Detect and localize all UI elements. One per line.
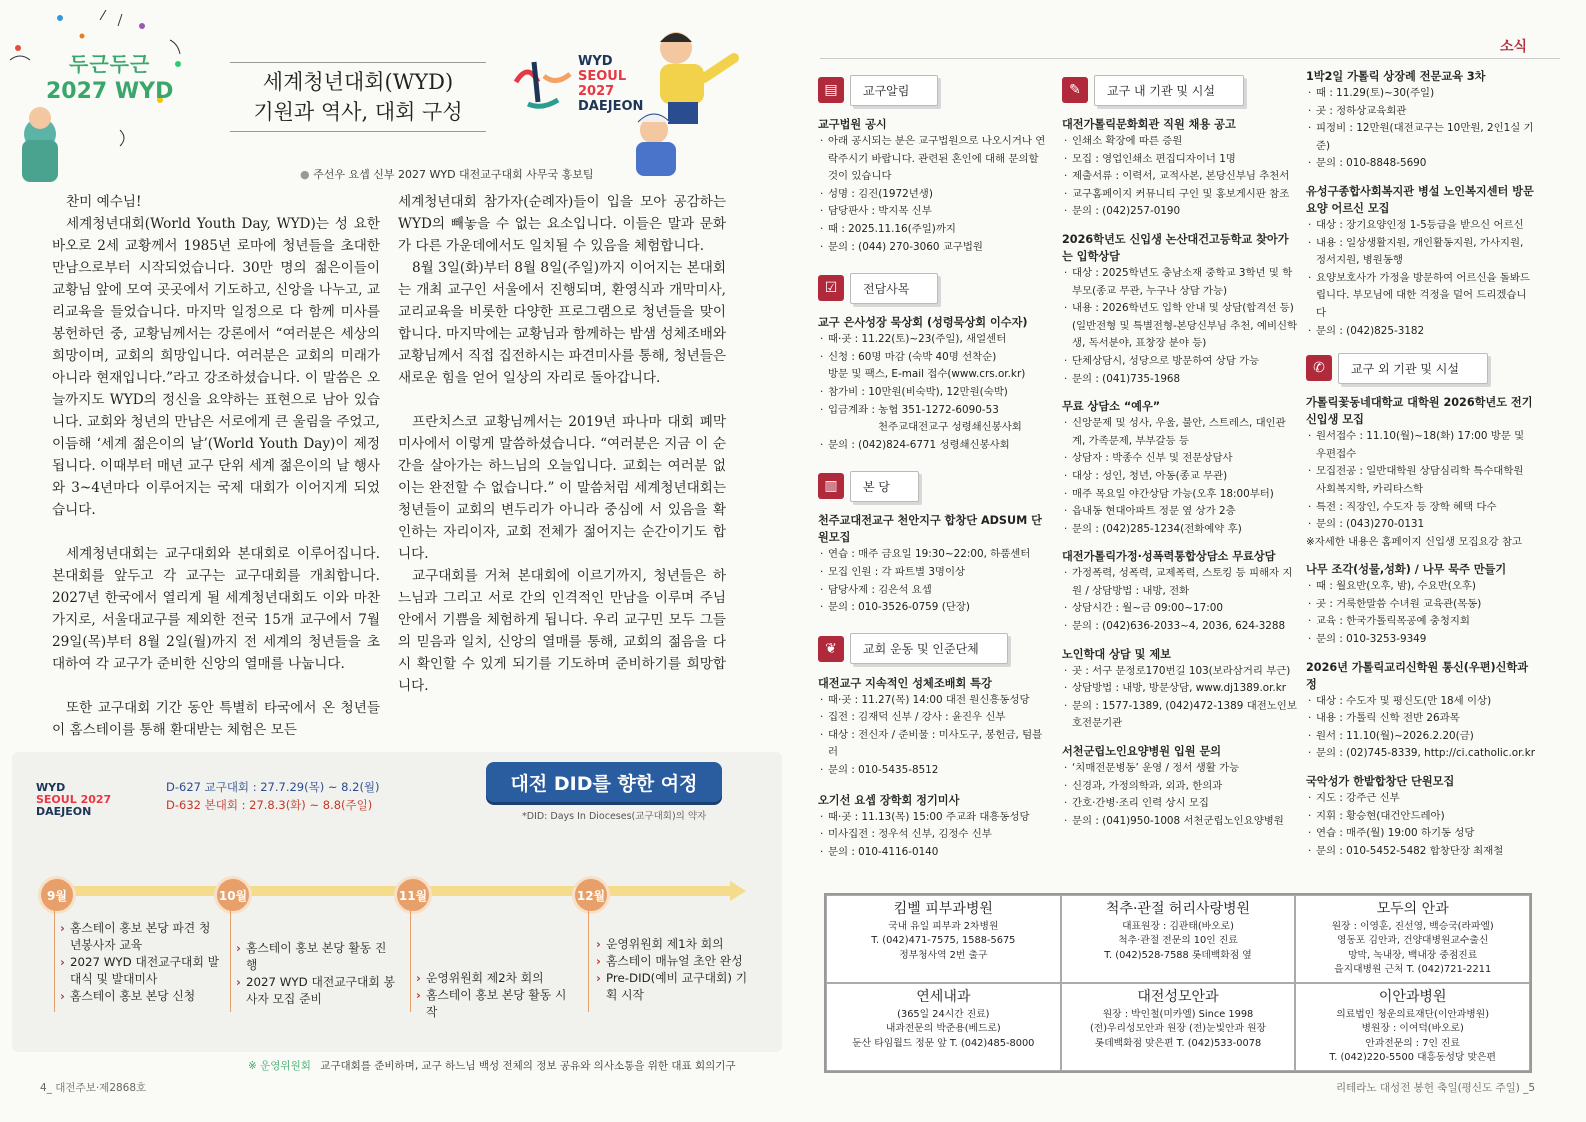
book-icon: ▥ bbox=[818, 473, 844, 499]
notice-item: · 문의 : 010-8848-5690 bbox=[1306, 155, 1536, 173]
notice-item: · 문의 : (042)285-1234(전화예약 후) bbox=[1062, 521, 1298, 539]
notice-title: 1박2일 가톨릭 상장례 전문교육 3차 bbox=[1306, 70, 1486, 83]
notice-item: 천주교대전교구 성령쇄신봉사회 bbox=[878, 421, 1022, 434]
news-column-2 bbox=[1062, 66, 1298, 830]
wyd-badge bbox=[46, 48, 173, 104]
notice-title: 유성구종합사회복지관 병설 노인복지센터 방문요양 어르신 모집 bbox=[1306, 184, 1534, 215]
notice-item: · 피정비 : 12만원(대전교구는 10만원, 2인1실 기준) bbox=[1306, 120, 1536, 155]
notice-item: · 원서 : 11.10(월)~2026.2.20(금) bbox=[1306, 728, 1536, 746]
ad-line: T. (042)220-5500 대흥동성당 맞은편 bbox=[1329, 1052, 1496, 1063]
notice-item: · 모집 인원 : 각 파트별 3명이상 bbox=[818, 564, 1048, 582]
notice-item: · 곳 : 정하상교육회관 bbox=[1306, 103, 1536, 121]
notice-title: 대전가톨릭가정·성폭력통합상담소 무료상담 bbox=[1062, 550, 1276, 564]
notice-item: · 문의 : (041)735-1968 bbox=[1062, 371, 1298, 389]
notice-item: · 문의 : 010-4116-0140 bbox=[818, 844, 1048, 862]
section-tab bbox=[818, 631, 1048, 667]
ad-line: T. (042)528-7588 롯데백화점 옆 bbox=[1104, 949, 1252, 961]
notice-item: · 문의 : 010-3253-9349 bbox=[1306, 631, 1536, 649]
timeline-bar bbox=[40, 886, 740, 896]
notice-item: · 모집 : 영업인쇄소 편집디자이너 1명 bbox=[1062, 151, 1298, 169]
notice-item: · 신경과, 가정의학과, 외과, 한의과 bbox=[1062, 778, 1298, 796]
ad-line: 둔산 타임월드 정문 앞 T. (042)485-8000 bbox=[852, 1037, 1035, 1049]
notice-list bbox=[1306, 693, 1536, 763]
notice-item: · 내용 : 2026학년도 입학 안내 및 상담(합격선 등) (일반전형 및 특별전형-본당신부님 추천, 예비신학생, 독서분야, 표창장 분야 등) bbox=[1062, 300, 1298, 353]
notice-item: · 매주 목요일 야간상담 가능(오후 18:00부터) bbox=[1062, 486, 1298, 504]
tab-label: 교구 내 기관 및 시설 bbox=[1094, 75, 1244, 106]
timeline-connector bbox=[54, 908, 55, 1012]
timeline-item: › Pre-DID(예비 교구대회) 기획 시작 bbox=[596, 970, 756, 1004]
paragraph: 세계청년대회 참가자(순례자)들이 입을 모아 공감하는 WYD의 빼놓을 수 없는 요소입니다. 이들은 말과 문화가 다른 가운데에서도 일치될 수 있음을 체험합니다. bbox=[398, 194, 726, 254]
timeline-nov-items bbox=[416, 970, 576, 1021]
ad-name: 킴벨 피부과병원 bbox=[893, 901, 993, 917]
notice-item: · 때·곳 : 11.22(토)~23(주일), 새얼센터 bbox=[818, 331, 1048, 349]
notice-item: · 때 : 월요반(오후, 밤), 수요반(오후) bbox=[1306, 578, 1536, 596]
notice-list bbox=[818, 809, 1048, 862]
ad-name: 척추·관절 허리사랑병원 bbox=[1105, 901, 1251, 917]
section-tab bbox=[818, 72, 1048, 108]
paragraph: 세계청년대회(World Youth Day, WYD)는 성 요한 바오로 2세 교황께서 1985년 로마에 청년들을 초대한 만남으로부터 시작되었습니다. 30만 명의 젊은이들이 교황님 앞에 모여 곳곳에서 기도하고, 신앙을 나누고, 교리교육을 들었습니다. 마지막 일정으로 다 함께 미사를 봉헌하던 중, 교황님께서는 강론에서 “여러분은 세상의 희망이며, 교회의 희망입니다. 여러분은 교회의 미래가 아니라 현재입니다.”라고 강조하셨습니다. 이 말씀은 오늘까지도 WYD의 정신을 요약하는 표현으로 남아 있습니다. 교회와 청년의 만남은 서로에게 큰 울림을 주었고, 이듬해 ‘세계 젊은이의 날’(World Youth Day)이 제정됩니다. 이때부터 매년 교구 단위 세계 젊은이의 날 행사와 3~4년마다 이루어지는 국제 대회가 이어지게 되었습니다. bbox=[52, 216, 380, 518]
notice-list bbox=[1306, 217, 1536, 340]
notice-item: · 문의 : 1577-1389, (042)472-1389 대전노인보호전문기관 bbox=[1062, 698, 1298, 733]
page-footer-left: 4_ 대전주보·제2868호 bbox=[40, 1082, 147, 1094]
notice-item: · 지휘 : 황승현(대건안드레아) bbox=[1306, 808, 1536, 826]
notice-item: · 문의 : (02)745-8339, http://ci.catholic.or.kr bbox=[1306, 745, 1536, 763]
timeline-item: › 운영위원회 제1차 회의 bbox=[596, 936, 756, 953]
timeline-item: › 홈스테이 홍보 본당 활동 시작 bbox=[416, 987, 576, 1021]
notice-title: 교구 은사성장 묵상회 (성령묵상회 이수자) bbox=[818, 316, 1028, 330]
tab-label: 교구 외 기관 및 시설 bbox=[1338, 353, 1488, 384]
notice-item: · 성명 : 김진(1972년생) bbox=[818, 186, 1048, 204]
ad-line: (365일 24시간 진료) bbox=[897, 1008, 990, 1020]
article-title-line1: 세계청년대회(WYD) bbox=[262, 70, 454, 94]
timeline-oct-items bbox=[236, 940, 396, 1008]
notice-item: · 연습 : 매주 금요일 19:30~22:00, 하품센터 bbox=[818, 546, 1048, 564]
notice-list bbox=[1062, 760, 1298, 830]
timeline-connector bbox=[230, 908, 231, 1012]
ad-line: 대표원장 : 김관태(바오로) bbox=[1122, 920, 1234, 932]
timeline-dec-items bbox=[596, 936, 756, 1004]
notice-item: · 입금계좌 : 농협 351-1272-6090-53 bbox=[818, 402, 1048, 420]
page-footer-right: 리테라노 대성전 봉헌 축일(평신도 주일) _5 bbox=[1336, 1082, 1536, 1094]
article-title-line2: 기원과 역사, 대회 구성 bbox=[253, 100, 463, 124]
notice-item: · 때 : 11.29(토)~30(주일) bbox=[1306, 85, 1536, 103]
ad-eye-clinic bbox=[1295, 895, 1530, 983]
notice-item: · 집전 : 김재덕 신부 / 강사 : 윤진우 신부 bbox=[818, 709, 1048, 727]
notice-item: · 내용 : 가톨릭 신학 전반 26과목 bbox=[1306, 710, 1536, 728]
ad-line: 망막, 녹내장, 백내장 중점진료 bbox=[1348, 949, 1478, 961]
notice-item: · 제출서류 : 이력서, 교적사본, 본당신부님 추천서 bbox=[1062, 168, 1298, 186]
header-divider bbox=[820, 58, 1560, 59]
journey-banner: 대전 DID를 향한 여정 bbox=[486, 762, 722, 802]
notice-item: · 연습 : 매주(월) 19:00 하기동 성당 bbox=[1306, 825, 1536, 843]
timeline-sept-items bbox=[60, 920, 220, 1005]
ad-line: 영동포 김안과, 건양대병원교수출신 bbox=[1337, 935, 1489, 946]
paragraph: 세계청년대회는 교구대회와 본대회로 이루어집니다. 본대회를 앞두고 각 교구는 교구대회를 개최합니다. 2027년 한국에서 열리게 될 세계청년대회도 이와 마찬가지로, 서울대교구를 제외한 전국 15개 교구에서 7월 29일(목)부터 8월 2일(월)까지 전 세계의 청년들을 초대하여 각 교구가 준비한 신앙의 열매를 나눕니다. bbox=[52, 546, 380, 672]
notice-note: ※자세한 내용은 홈페이지 신입생 모집요강 참고 bbox=[1306, 535, 1522, 548]
ad-line: 안과전문의 : 7인 진료 bbox=[1365, 1037, 1460, 1049]
tab-label: 전담사목 bbox=[850, 273, 938, 304]
notice-title: 오기선 요셉 장학회 정기미사 bbox=[818, 793, 960, 807]
ad-lee-eye-hospital bbox=[1295, 983, 1530, 1071]
youth-illustration bbox=[616, 18, 756, 178]
notice-list bbox=[1306, 85, 1536, 173]
timeline-connector bbox=[410, 908, 411, 1012]
ad-line: 국내 유일 피부과 2차병원 bbox=[888, 920, 999, 932]
notice-item: · 읍내동 현대아파트 정문 옆 상가 2층 bbox=[1062, 503, 1298, 521]
byline-text: 주선우 요셉 신부 2027 WYD 대전교구대회 사무국 홍보팀 bbox=[313, 168, 594, 181]
notice-item: · 문의 : 010-5452-5482 합창단장 최재철 bbox=[1306, 843, 1536, 861]
notice-item: · 문의 : (042)257-0190 bbox=[1062, 203, 1298, 221]
timeline-item: › 홈스테이 매뉴얼 초안 완성 bbox=[596, 953, 756, 970]
notice-item: · 교구홈페이지 커뮤니티 구인 및 홍보게시판 참조 bbox=[1062, 186, 1298, 204]
notice-title: 가톨릭꽃동네대학교 대학원 2026학년도 전기 신입생 모집 bbox=[1306, 396, 1533, 427]
footnote-label: ※ 운영위원회 bbox=[248, 1060, 311, 1072]
ad-line: 롯데백화점 맞은편 T. (042)533-0078 bbox=[1094, 1037, 1262, 1049]
leaf-icon: ❦ bbox=[818, 636, 844, 662]
news-column-1 bbox=[818, 66, 1048, 861]
logo-city: DAEJEON bbox=[578, 99, 644, 114]
month-marker: 12월 bbox=[572, 876, 610, 914]
notice-list bbox=[1062, 133, 1298, 221]
notice-item: · 때·곳 : 11.13(목) 15:00 주교좌 대흥동성당 bbox=[818, 809, 1048, 827]
ad-line: 척추·관절 전문의 10인 진료 bbox=[1118, 935, 1238, 946]
right-page bbox=[800, 0, 1586, 1122]
timeline-footnote bbox=[248, 1058, 736, 1073]
news-column-3 bbox=[1306, 66, 1536, 860]
advertisement-grid bbox=[824, 893, 1532, 1073]
timeline-connector bbox=[588, 908, 589, 1012]
notice-item: · 모집전공 : 일반대학원 상담심리학 특수대학원 사회복지학, 카리타스학 bbox=[1306, 463, 1536, 498]
checklist-icon: ☑ bbox=[818, 275, 844, 301]
notice-list bbox=[1062, 265, 1298, 388]
paragraph: 찬미 예수님! bbox=[66, 194, 142, 210]
logo-year: 2027 bbox=[578, 84, 615, 99]
notice-item: · 대상 : 수도자 및 평신도(만 18세 이상) bbox=[1306, 693, 1536, 711]
megaphone-icon: ✆ bbox=[1306, 355, 1332, 381]
month-marker: 9월 bbox=[38, 876, 76, 914]
logo-seoul: SEOUL bbox=[36, 793, 77, 806]
notice-list bbox=[1306, 790, 1536, 860]
section-tab bbox=[1306, 350, 1536, 386]
notice-title: 국악성가 한밭합창단 단원모집 bbox=[1306, 775, 1455, 789]
notice-item: · 대상 : 성인, 청년, 아동(종교 무관) bbox=[1062, 468, 1298, 486]
notice-item: · 곳 : 거룩한말씀 수녀원 교육관(목동) bbox=[1306, 596, 1536, 614]
notice-item: · 참가비 : 10만원(비숙박), 12만원(숙박) bbox=[818, 384, 1048, 402]
notice-item: · 때·곳 : 11.27(목) 14:00 대전 원신흥동성당 bbox=[818, 692, 1048, 710]
ad-name: 연세내과 bbox=[916, 989, 971, 1005]
notice-item: · 상담시간 : 월~금 09:00~17:00 bbox=[1062, 600, 1298, 618]
notice-icon: ▤ bbox=[818, 77, 844, 103]
byline: ● 주선우 요셉 신부 2027 WYD 대전교구대회 사무국 홍보팀 bbox=[300, 168, 594, 181]
ad-kimbell bbox=[826, 895, 1061, 983]
logo-seoul: SEOUL bbox=[578, 69, 627, 84]
timeline-item: › 홈스테이 홍보 본당 활동 진행 bbox=[236, 940, 396, 974]
timeline-logo bbox=[36, 782, 111, 818]
notice-item: · 문의 : 010-3526-0759 (단장) bbox=[818, 599, 1048, 617]
notice-item: · 문의 : (044) 270-3060 교구법원 bbox=[818, 239, 1048, 257]
notice-title: 2026년 가톨릭교리신학원 통신(우편)신학과정 bbox=[1306, 660, 1529, 691]
logo-wyd: WYD bbox=[36, 781, 66, 794]
notice-item: · 인쇄소 확장에 따른 증원 bbox=[1062, 133, 1298, 151]
logo-city: DAEJEON bbox=[36, 805, 92, 818]
left-page bbox=[0, 0, 790, 1122]
notice-item: · ‘치매전문병동’ 운영 / 정서 생활 가능 bbox=[1062, 760, 1298, 778]
ad-line: 정부청사역 2번 출구 bbox=[899, 949, 988, 961]
badge-line2: 2027 WYD bbox=[46, 79, 174, 104]
notice-list bbox=[1306, 578, 1536, 648]
notice-item: · 신앙문제 및 성사, 우울, 불안, 스트레스, 대인관계, 가족문제, 부부갈등 등 bbox=[1062, 415, 1298, 450]
tab-label: 교구알림 bbox=[850, 75, 938, 106]
ad-spine-hospital bbox=[1061, 895, 1296, 983]
news-header: 소식 bbox=[1500, 39, 1528, 55]
notice-item: · 상담자 : 박종수 신부 및 전문상담사 bbox=[1062, 450, 1298, 468]
notice-item: · 단체상담시, 성당으로 방문하여 상담 가능 bbox=[1062, 353, 1298, 371]
article-title bbox=[230, 62, 486, 132]
notice-item: · 담당판사 : 박지목 신부 bbox=[818, 203, 1048, 221]
notice-title: 나무 조각(성물,성화) / 나무 묵주 만들기 bbox=[1306, 563, 1507, 577]
paragraph: 프란치스코 교황님께서는 2019년 파나마 대회 폐막미사에서 이렇게 말씀하셨습니다. “여러분은 지금 이 순간을 살아가는 하느님의 오늘입니다. 교회는 여러분 없이는 완전할 수 없습니다.” 이 말씀처럼 세계청년대회는 청년들이 교회의 변두리가 아니라 중심에 서 있음을 확인하는 자리이자, 교회 전체가 젊어지는 순간이기도 합니다. bbox=[398, 414, 726, 562]
notice-item: · 곳 : 서구 문정로170번길 103(보라삼거리 부근) bbox=[1062, 663, 1298, 681]
notice-list bbox=[818, 331, 1048, 454]
ad-seongmo-eye bbox=[1061, 983, 1296, 1071]
dday-diocese: D-627 교구대회 : 27.7.29(목) ~ 8.2(월) bbox=[166, 780, 380, 794]
notice-title: 2026학년도 신입생 논산대건고등학교 찾아가는 입학상담 bbox=[1062, 232, 1289, 263]
notice-list bbox=[818, 133, 1048, 256]
notice-title: 교구법원 공시 bbox=[818, 118, 887, 131]
arrow-right-icon bbox=[730, 881, 748, 901]
notice-item: · 상담방법 : 내방, 방문상담, www.dj1389.or.kr bbox=[1062, 680, 1298, 698]
ad-line: 의료법인 청운의료재단(이안과병원) bbox=[1336, 1008, 1490, 1020]
paragraph: 또한 교구대회 기간 동안 특별히 타국에서 온 청년들이 홈스테이를 통해 환대받는 체험은 모든 bbox=[52, 700, 380, 738]
notice-item: · 신청 : 60명 마감 (숙박 40명 선착순) bbox=[818, 349, 1048, 367]
pen-icon: ✎ bbox=[1062, 77, 1088, 103]
notice-item: · 교육 : 한국가톨릭목공예 충청지회 bbox=[1306, 613, 1536, 631]
ad-line: 병원장 : 이여덕(바오로) bbox=[1361, 1023, 1464, 1034]
wyd-cross-icon bbox=[508, 52, 576, 116]
notice-list bbox=[818, 692, 1048, 780]
notice-title: 대전가톨릭문화회관 직원 채용 공고 bbox=[1062, 118, 1236, 131]
notice-item: · 대상 : 장기요양인정 1-5등급을 받으신 어르신 bbox=[1306, 217, 1536, 235]
section-tab bbox=[1062, 72, 1298, 108]
dday-main: D-632 본대회 : 27.8.3(화) ~ 8.8(주일) bbox=[166, 798, 373, 812]
ad-line: 원장 : 이영훈, 진선영, 백승국(라파엘) bbox=[1331, 920, 1494, 932]
timeline-item: › 2027 WYD 대전교구대회 봉사자 모집 준비 bbox=[236, 974, 396, 1008]
notice-item: · 지도 : 강주근 신부 bbox=[1306, 790, 1536, 808]
timeline-item: › 홈스테이 홍보 본당 신청 bbox=[60, 988, 220, 1005]
ad-line: 내과전문의 박준용(베드로) bbox=[885, 1023, 1001, 1034]
notice-item: · 내용 : 일상생활지원, 개인활동지원, 가사지원, 정서지원, 병원동행 bbox=[1306, 235, 1536, 270]
article-column-2 bbox=[398, 191, 726, 697]
tab-label: 본 당 bbox=[850, 471, 919, 502]
paragraph: 8월 3일(화)부터 8월 8일(주일)까지 이어지는 본대회는 개최 교구인 서울에서 진행되며, 환영식과 개막미사, 교리교육을 비롯한 다양한 프로그램으로 청년들을 맞이합니다. 마지막에는 교황님과 함께하는 밤샘 성체조배와 교황님께서 직접 집전하시는 파견미사를 통해, 청년들은 새로운 힘을 얻어 일상의 자리로 돌아갑니다. bbox=[398, 260, 726, 386]
ad-line: (전)우리성모안과 원장 (전)눈빛안과 원장 bbox=[1089, 1023, 1267, 1034]
section-tab bbox=[818, 270, 1048, 306]
notice-item: · 대상 : 2025학년도 충남소재 중학교 3학년 및 학부모(종교 무관, 누구나 상담 가능) bbox=[1062, 265, 1298, 300]
footnote-text: 교구대회를 준비하며, 교구 하느님 백성 전체의 정보 공유와 의사소통을 위한 대표 회의기구 bbox=[320, 1060, 736, 1072]
notice-list bbox=[1306, 428, 1536, 551]
ad-name: 이안과병원 bbox=[1378, 989, 1447, 1005]
notice-item: · 요양보호사가 가정을 방문하여 어르신을 돌봐드립니다. 부모님에 대한 걱정을 덜어 드리겠습니다 bbox=[1306, 270, 1536, 323]
notice-item: · 원서접수 : 11.10(월)~18(화) 17:00 방문 및 우편접수 bbox=[1306, 428, 1536, 463]
notice-item: · 대상 : 전신자 / 준비물 : 미사도구, 봉헌금, 텀블러 bbox=[818, 727, 1048, 762]
banner-note: *DID: Days In Dioceses(교구대회)의 약자 bbox=[522, 811, 707, 822]
notice-item: · 아래 공시되는 분은 교구법원으로 나오시거나 연락주시기 바랍니다. 관련된 혼인에 대해 문의할 것이 있습니다 bbox=[818, 133, 1048, 186]
notice-item: · 간호·간병·조리 인력 상시 모집 bbox=[1062, 795, 1298, 813]
ad-name: 모두의 안과 bbox=[1376, 901, 1449, 917]
notice-item: 방문 및 팩스, E-mail 접수(www.crs.or.kr) bbox=[828, 368, 1026, 381]
notice-title: 무료 상담소 “예우” bbox=[1062, 400, 1161, 414]
notice-item: · 미사집전 : 정우석 신부, 김정수 신부 bbox=[818, 826, 1048, 844]
notice-item: · 가정폭력, 성폭력, 교제폭력, 스토킹 등 피해자 지원 / 상담방법 : 내방, 전화 bbox=[1062, 565, 1298, 600]
notice-list bbox=[1062, 565, 1298, 635]
ad-line: 을지대병원 근처 T. (042)721-2211 bbox=[1334, 964, 1492, 975]
notice-item: · 담당사제 : 김은석 요셉 bbox=[818, 582, 1048, 600]
notice-item: · 때 : 2025.11.16(주일)까지 bbox=[818, 221, 1048, 239]
notice-item: · 문의 : 010-5435-8512 bbox=[818, 762, 1048, 780]
notice-list bbox=[1062, 663, 1298, 733]
dday-info bbox=[166, 778, 380, 814]
timeline-item: › 홈스테이 홍보 본당 파견 청년봉사자 교육 bbox=[60, 920, 220, 954]
notice-title: 노인학대 상담 및 제보 bbox=[1062, 647, 1171, 661]
logo-year: 2027 bbox=[80, 793, 112, 806]
tab-label: 교회 운동 및 인준단체 bbox=[850, 633, 1008, 664]
timeline-item: › 2027 WYD 대전교구대회 발대식 및 발대미사 bbox=[60, 954, 220, 988]
article-column-1 bbox=[52, 191, 380, 741]
notice-list bbox=[1062, 415, 1298, 538]
badge-line1: 두근두근 bbox=[69, 52, 151, 76]
notice-item: · 특전 : 직장인, 수도자 등 장학 혜택 다수 bbox=[1306, 499, 1536, 517]
notice-item: · 문의 : (041)950-1008 서천군립노인요양병원 bbox=[1062, 813, 1298, 831]
timeline-item: › 운영위원회 제2차 회의 bbox=[416, 970, 576, 987]
ad-yonsei-clinic bbox=[826, 983, 1061, 1071]
notice-item: · 문의 : (042)824-6771 성령쇄신봉사회 bbox=[818, 437, 1048, 455]
notice-item: · 문의 : (043)270-0131 bbox=[1306, 516, 1536, 534]
month-marker: 10월 bbox=[214, 876, 252, 914]
notice-title: 천주교대전교구 천안지구 합창단 ADSUM 단원모집 bbox=[818, 514, 1042, 545]
notice-list bbox=[818, 546, 1048, 616]
logo-wyd: WYD bbox=[578, 54, 613, 69]
notice-title: 서천군립노인요양병원 입원 문의 bbox=[1062, 745, 1222, 759]
notice-item: · 문의 : (042)825-3182 bbox=[1306, 323, 1536, 341]
paragraph: 교구대회를 거쳐 본대회에 이르기까지, 청년들은 하느님과 그리고 서로 간의 인격적인 만남을 이루며 주님 안에서 기쁨을 체험하게 됩니다. 우리 교구민 모두 그들의 믿음과 일치, 신앙의 열매를 통해, 교회의 젊음을 다시 확인할 수 있게 되기를 기도하며 준비하기를 희망합니다. bbox=[398, 568, 726, 694]
ad-line: T. (042)471-7575, 1588-5675 bbox=[871, 935, 1016, 946]
month-marker: 11월 bbox=[394, 876, 432, 914]
notice-title: 대전교구 지속적인 성체조배회 특강 bbox=[818, 676, 992, 690]
ad-line: 원장 : 박인철(미카엘) Since 1998 bbox=[1102, 1008, 1254, 1020]
ad-name: 대전성모안과 bbox=[1137, 989, 1219, 1005]
section-tab bbox=[818, 468, 1048, 504]
notice-item: · 문의 : (042)636-2033~4, 2036, 624-3288 bbox=[1062, 618, 1298, 636]
